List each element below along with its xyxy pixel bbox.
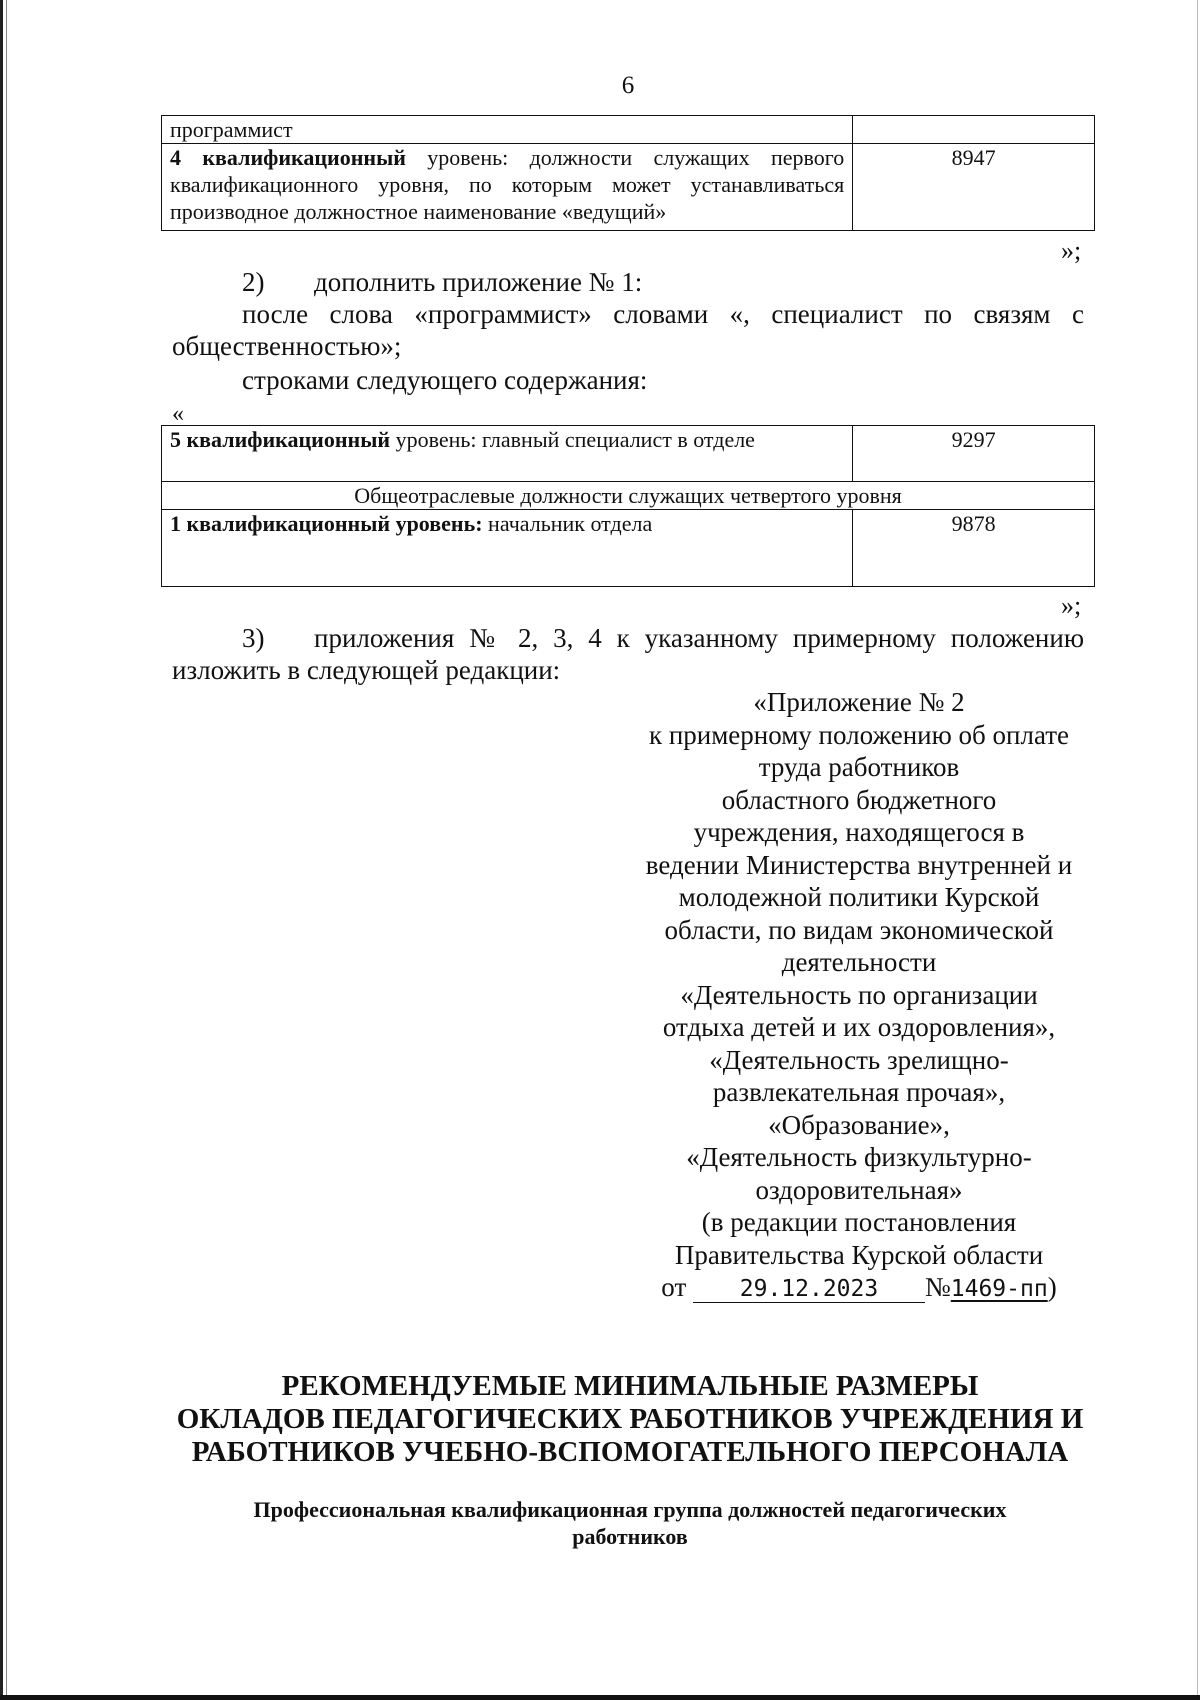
paragraph: дополнить приложение № 1: xyxy=(314,267,643,297)
table-row xyxy=(162,510,1095,587)
section-heading: РЕКОМЕНДУЕМЫЕ МИНИМАЛЬНЫЕ РАЗМЕРЫ ОКЛАДОВ ПЕДАГОГИЧЕСКИХ РАБОТНИКОВ УЧРЕЖДЕНИЯ И РАБОТНИКОВ УЧЕБНО-ВСПОМОГАТЕЛЬНОГО ПЕРСОНАЛА xyxy=(176,1370,1084,1468)
table-row xyxy=(162,426,1095,482)
appendix-line: «Деятельность физкультурно- xyxy=(686,1142,1032,1172)
appendix-line: «Деятельность зрелищно- xyxy=(709,1044,1009,1075)
scan-right-edge xyxy=(1197,0,1198,1700)
appendix-line: областного бюджетного xyxy=(721,784,997,815)
appendix-line: «Приложение № 2 xyxy=(753,687,965,717)
table-cell-salary: 9297 xyxy=(853,426,1095,482)
appendix-line: труда работников xyxy=(758,752,960,782)
appendix-line: развлекательная прочая», xyxy=(712,1077,1006,1107)
table-cell-salary xyxy=(853,116,1095,144)
closing-quote: »; xyxy=(1061,236,1082,265)
appendix-line: ведении Министерства внутренней и xyxy=(645,849,1073,880)
table-cell-salary: 9878 xyxy=(853,510,1095,587)
table-qualification-levels-2 xyxy=(161,425,1095,587)
appendix-line: «Деятельность по организации xyxy=(680,979,1038,1010)
date-field: 29.12.2023 xyxy=(693,1274,925,1303)
table-cell-position: программист xyxy=(162,116,853,144)
page-number: 6 xyxy=(621,72,635,99)
item-number: 2) xyxy=(242,267,265,297)
table-row-group xyxy=(162,482,1095,510)
table-cell-position: 4 квалификационный уровень: должности служащих первого квалификационного уровня, по которым может устанавливаться производное должностное наименование «ведущий» xyxy=(162,144,853,231)
appendix-line: (в редакции постановления xyxy=(701,1207,1017,1237)
scan-bottom-edge xyxy=(0,1695,1200,1700)
section-subheading: Профессиональная квалификационная группа должностей педагогических работников xyxy=(253,1497,1007,1549)
scan-left-edge xyxy=(0,0,3,1700)
appendix-line: молодежной политики Курской xyxy=(678,882,1040,912)
appendix-lines xyxy=(634,686,1084,1271)
table-cell-position: 5 квалификационный уровень: главный специалист в отделе xyxy=(162,426,853,482)
appendix-line: области, по видам экономической xyxy=(664,914,1054,945)
table-cell-salary: 8947 xyxy=(853,144,1095,231)
table-group-header: Общеотраслевые должности служащих четвертого уровня xyxy=(162,482,1095,510)
item-number: 3) xyxy=(242,623,265,653)
table-cell-position: 1 квалификационный уровень: начальник отдела xyxy=(162,510,853,587)
table-row xyxy=(162,144,1095,231)
paragraph: после слова «программист» словами «, специалист по связям с xyxy=(242,299,1084,329)
paragraph: приложения № 2, 3, 4 к указанному примерному положению xyxy=(314,623,1084,653)
document-number: 1469-пп xyxy=(950,1276,1048,1302)
appendix-line: Правительства Курской области xyxy=(674,1239,1044,1270)
opening-quote: « xyxy=(172,401,184,427)
paragraph: строками следующего содержания: xyxy=(242,365,648,395)
paragraph: изложить в следующей редакции: xyxy=(172,655,561,685)
appendix-line: отдыха детей и их оздоровления», xyxy=(662,1012,1056,1042)
appendix-line: учреждения, находящегося в xyxy=(693,817,1025,847)
table-qualification-levels-1 xyxy=(161,115,1095,231)
paragraph: общественностью»; xyxy=(172,331,402,361)
appendix-line: к примерному положению об оплате xyxy=(648,719,1070,750)
appendix-line: деятельности xyxy=(781,947,937,977)
appendix-date-line: от 29.12.2023 №1469-пп) xyxy=(661,1272,1057,1302)
table-row xyxy=(162,116,1095,144)
scan-left-edge-line xyxy=(6,0,7,1700)
appendix-caption xyxy=(634,686,1084,1306)
closing-quote: »; xyxy=(1061,591,1082,620)
appendix-line: «Образование», xyxy=(768,1109,950,1140)
appendix-line: оздоровительная» xyxy=(755,1174,963,1205)
